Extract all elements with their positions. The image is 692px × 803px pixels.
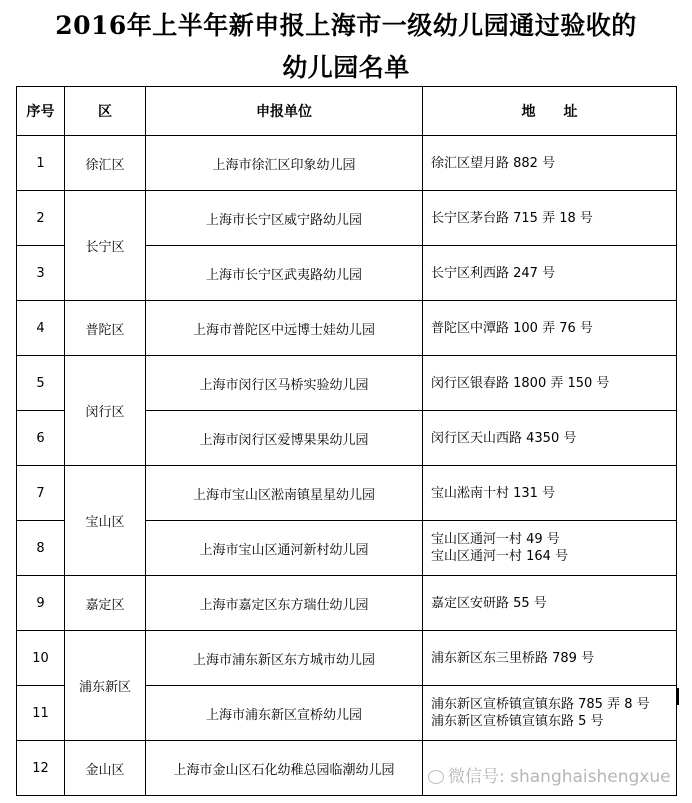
header-no: 序号	[17, 87, 65, 136]
cell-no: 4	[17, 301, 65, 356]
cell-address	[423, 356, 677, 411]
cell-unit: 上海市宝山区淞南镇星星幼儿园	[146, 466, 423, 521]
table-row	[17, 136, 677, 191]
cell-unit: 上海市长宁区武夷路幼儿园	[146, 246, 423, 301]
cell-address	[423, 466, 677, 521]
cell-unit: 上海市浦东新区宣桥幼儿园	[146, 686, 423, 741]
text-cursor-mark	[677, 688, 679, 705]
cell-address	[423, 301, 677, 356]
cell-unit: 上海市浦东新区东方城市幼儿园	[146, 631, 423, 686]
cell-unit: 上海市宝山区通河新村幼儿园	[146, 521, 423, 576]
table-row	[17, 631, 677, 686]
cell-unit: 上海市闵行区爱博果果幼儿园	[146, 411, 423, 466]
address-line: 宝山区通河一村 49 号	[431, 532, 560, 547]
cell-district: 浦东新区	[65, 631, 146, 741]
cell-address	[423, 136, 677, 191]
cell-district: 宝山区	[65, 466, 146, 576]
address-line: 宝山区通河一村 164 号	[431, 549, 569, 564]
address-line: 浦东新区东三里桥路 789 号	[431, 650, 595, 666]
address-line: 嘉定区安研路 55 号	[431, 595, 547, 611]
cell-address	[423, 191, 677, 246]
table-row	[17, 356, 677, 411]
cell-no: 9	[17, 576, 65, 631]
cell-address	[423, 521, 677, 576]
cell-address	[423, 631, 677, 686]
cell-no: 5	[17, 356, 65, 411]
cell-unit: 上海市闵行区马桥实验幼儿园	[146, 356, 423, 411]
cell-unit: 上海市嘉定区东方瑞仕幼儿园	[146, 576, 423, 631]
cell-district: 长宁区	[65, 191, 146, 301]
document-title-line-2: 幼儿园名单	[282, 53, 410, 82]
cell-no: 10	[17, 631, 65, 686]
header-unit: 申报单位	[146, 87, 423, 136]
cell-address	[423, 686, 677, 741]
cell-address	[423, 246, 677, 301]
cell-no: 12	[17, 741, 65, 796]
cell-no: 1	[17, 136, 65, 191]
header-address: 地 址	[423, 87, 677, 136]
wechat-icon	[428, 770, 444, 784]
table-header-row	[17, 87, 677, 136]
cell-unit: 上海市金山区石化幼稚总园临潮幼儿园	[146, 741, 423, 796]
cell-district: 闵行区	[65, 356, 146, 466]
address-line: 浦东新区宣桥镇宣镇东路 5 号	[431, 714, 604, 729]
cell-address	[423, 576, 677, 631]
cell-district: 徐汇区	[65, 136, 146, 191]
cell-no: 8	[17, 521, 65, 576]
address-line: 宝山淞南十村 131 号	[431, 485, 556, 501]
cell-no: 6	[17, 411, 65, 466]
cell-district: 嘉定区	[65, 576, 146, 631]
cell-unit: 上海市长宁区威宁路幼儿园	[146, 191, 423, 246]
address-line: 徐汇区望月路 882 号	[431, 155, 556, 171]
table-row	[17, 576, 677, 631]
header-district: 区	[65, 87, 146, 136]
cell-district: 金山区	[65, 741, 146, 796]
wechat-watermark	[428, 762, 671, 787]
cell-no: 7	[17, 466, 65, 521]
cell-unit: 上海市普陀区中远博士娃幼儿园	[146, 301, 423, 356]
document-title-line-1: 2016年上半年新申报上海市一级幼儿园通过验收的	[55, 11, 637, 40]
table-row	[17, 301, 677, 356]
cell-unit: 上海市徐汇区印象幼儿园	[146, 136, 423, 191]
kindergarten-list-table	[16, 86, 677, 796]
address-line: 浦东新区宣桥镇宣镇东路 785 弄 8 号	[431, 697, 650, 712]
cell-no: 3	[17, 246, 65, 301]
cell-address	[423, 411, 677, 466]
address-line: 长宁区利西路 247 号	[431, 265, 556, 281]
cell-district: 普陀区	[65, 301, 146, 356]
address-line: 闵行区银春路 1800 弄 150 号	[431, 375, 610, 391]
address-line: 闵行区天山西路 4350 号	[431, 430, 577, 446]
table-row	[17, 466, 677, 521]
address-line: 长宁区茅台路 715 弄 18 号	[431, 210, 593, 226]
cell-no: 11	[17, 686, 65, 741]
address-line: 普陀区中潭路 100 弄 76 号	[431, 320, 593, 336]
watermark-text: 微信号: shanghaishengxue	[448, 767, 671, 787]
table-row	[17, 191, 677, 246]
cell-no: 2	[17, 191, 65, 246]
